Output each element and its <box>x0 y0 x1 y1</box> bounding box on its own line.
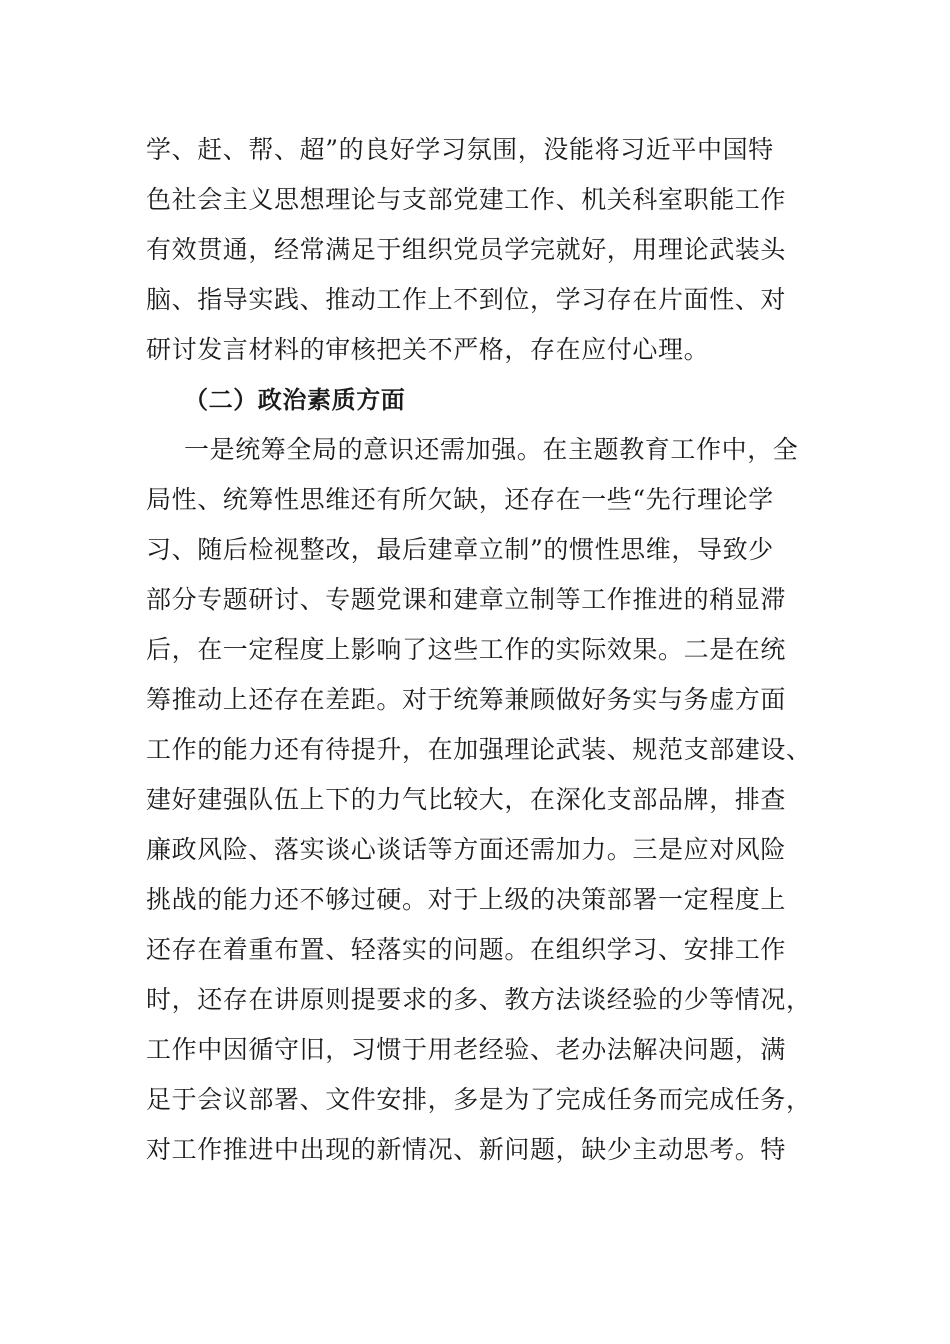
text-line: 脑、指导实践、推动工作上不到位，学习存在片面性、对 <box>146 285 787 314</box>
text-line: 对工作推进中出现的新情况、新问题，缺少主动思考。特 <box>146 1135 787 1164</box>
section-heading: （二）政治素质方面 <box>184 386 406 414</box>
text-line: 习、随后检视整改，最后建章立制”的惯性思维，导致少 <box>146 535 774 564</box>
text-line: 还存在着重布置、轻落实的问题。在组织学习、安排工作 <box>146 935 787 964</box>
text-line: 一是统筹全局的意识还需加强。在主题教育工作中，全 <box>184 435 799 464</box>
text-line: 后，在一定程度上影响了这些工作的实际效果。二是在统 <box>146 635 787 664</box>
text-line: 有效贯通，经常满足于组织党员学完就好，用理论武装头 <box>146 235 787 264</box>
text-line: 廉政风险、落实谈心谈话等方面还需加力。三是应对风险 <box>146 835 787 864</box>
text-line: 研讨发言材料的审核把关不严格，存在应付心理。 <box>146 335 710 364</box>
text-line: 局性、统筹性思维还有所欠缺，还存在一些“先行理论学 <box>146 485 774 514</box>
text-line: 部分专题研讨、专题党课和建章立制等工作推进的稍显滞 <box>146 585 787 614</box>
text-line: 筹推动上还存在差距。对于统筹兼顾做好务实与务虚方面 <box>146 685 787 714</box>
text-line: 学、赶、帮、超”的良好学习氛围，没能将习近平中国特 <box>146 135 774 164</box>
text-line: 工作中因循守旧，习惯于用老经验、老办法解决问题，满 <box>146 1035 787 1064</box>
text-line: 时，还存在讲原则提要求的多、教方法谈经验的少等情况， <box>146 985 812 1014</box>
text-line: 建好建强队伍上下的力气比较大，在深化支部品牌，排查 <box>146 785 787 814</box>
text-line: 色社会主义思想理论与支部党建工作、机关科室职能工作 <box>146 185 787 214</box>
text-line: 工作的能力还有待提升，在加强理论武装、规范支部建设、 <box>146 735 812 764</box>
text-line: 挑战的能力还不够过硬。对于上级的决策部署一定程度上 <box>146 885 787 914</box>
text-line: 足于会议部署、文件安排，多是为了完成任务而完成任务， <box>146 1085 812 1114</box>
